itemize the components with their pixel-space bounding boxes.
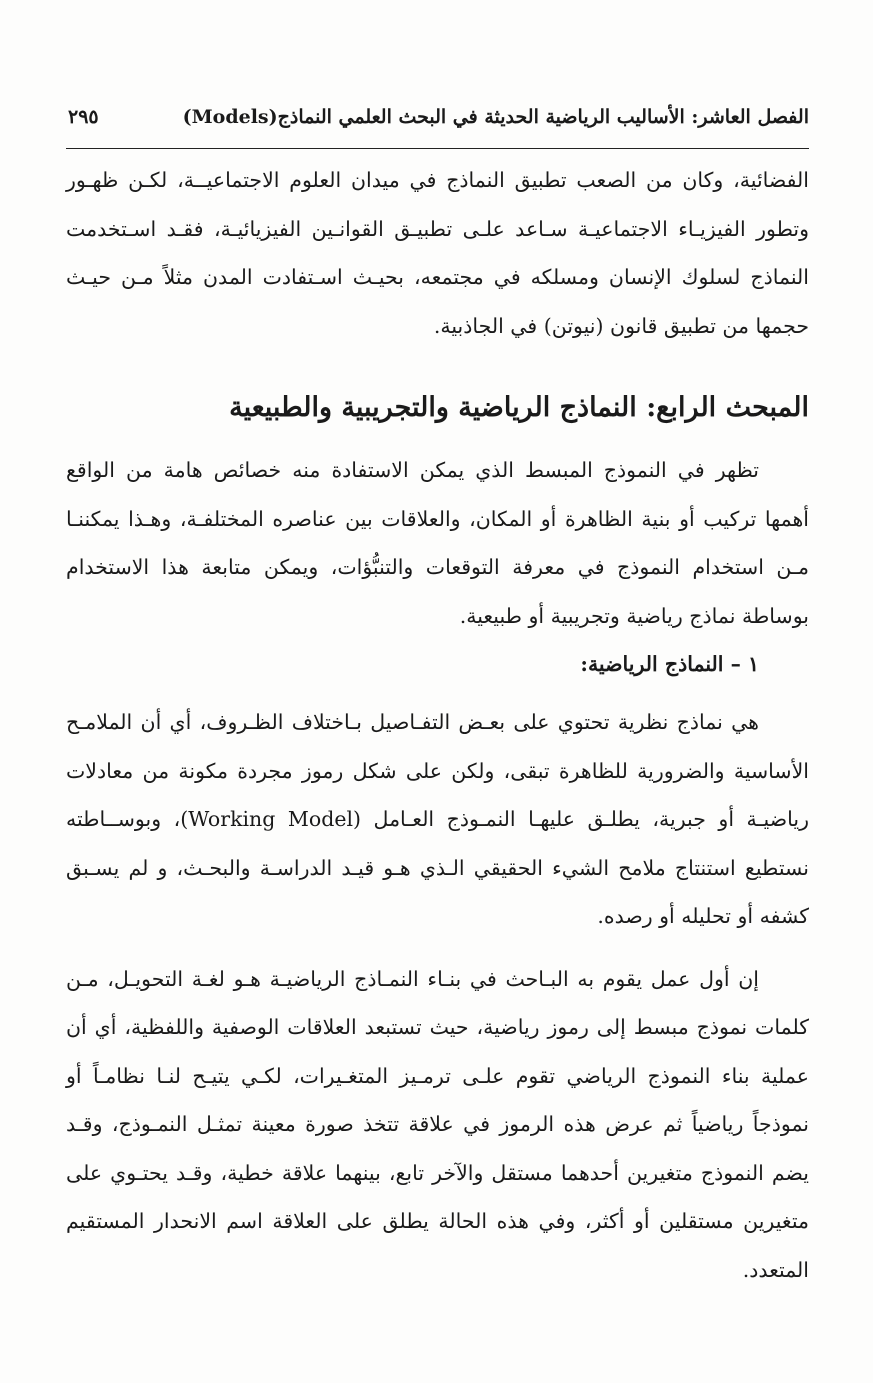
chapter-title: الفصل العاشر: الأساليب الرياضية الحديثة في البحث العلمي النماذج(Models) <box>182 106 809 128</box>
page-body <box>66 156 809 1294</box>
subsection-heading: ١ – النماذج الرياضية: <box>580 652 759 676</box>
intro-paragraph: الفضائية، وكان من الصعب تطبيق النماذج في ميدان العلوم الاجتماعيــة، لكـن ظهـور وتطور الفيزيـاء الاجتماعيـة سـاعد علـى تطبيـق القوانـين الفيزيائيـة، فقـد اسـتخدمت النماذج لسلوك الإنسان ومسلكه في مجتمعه، بحيـث اسـتفادت المدن مثلاً مـن حيـث حجمها من تطبيق قانون (نيوتن) في الجاذبية. <box>66 168 809 338</box>
section-paragraph: تظهر في النموذج المبسط الذي يمكن الاستفادة منه خصائص هامة من الواقع أهمها تركيب أو بنية الظاهرة أو المكان، والعلاقات بين عناصره المختلفـة، وهـذا يمكننـا مـن استخدام النموذج في معرفة التوقعات والتنبُّؤات، ويمكن متابعة هذا الاستخدام بوساطة نماذج رياضية وتجريبية أو طبيعية. <box>66 458 809 628</box>
math-models-paragraph: هي نماذج نظرية تحتوي على بعـض التفـاصيل بـاختلاف الظـروف، أي أن الملامـح الأساسية والضرورية للظاهرة تبقى، ولكن على شكل رموز مجردة مكونة من معادلات رياضيـة أو جبرية، يطلـق عليهـا النمـوذج العـامل (Working Model)، وبوســاطته نستطيع استنتاج ملامح الشيء الحقيقي الـذي هـو قيـد الدراسـة والبحـث، و لم يسـبق كشفه أو تحليله أو رصده. <box>66 710 809 928</box>
spacer <box>66 941 809 955</box>
header-divider <box>66 148 809 149</box>
spacer <box>66 688 809 698</box>
page-number: ٢٩٥ <box>68 106 99 128</box>
section-heading: المبحث الرابع: النماذج الرياضية والتجريبية والطبيعية <box>229 392 809 423</box>
running-header <box>66 102 809 146</box>
transformation-paragraph: إن أول عمل يقوم به البـاحث في بنـاء النمـاذج الرياضيـة هـو لغـة التحويـل، مـن كلمات نموذج مبسط إلى رموز رياضية، حيث تستبعد العلاقات الوصفية واللفظية، أي أن عملية بناء النموذج الرياضي تقوم علـى ترمـيز المتغـيرات، لكـي يتيـح لنـا نظامـاً أو نموذجاً رياضياً ثم عرض هذه الرموز في علاقة تتخذ صورة معينة تمثـل النمـوذج، وقـد يضم النموذج متغيرين أحدهما مستقل والآخر تابع، بينهما علاقة خطية، وقـد يحتـوي على متغيرين مستقلين أو أكثر، وفي هذه الحالة يطلق على العلاقة اسم الانحدار المستقيم المتعدد. <box>66 966 809 1282</box>
